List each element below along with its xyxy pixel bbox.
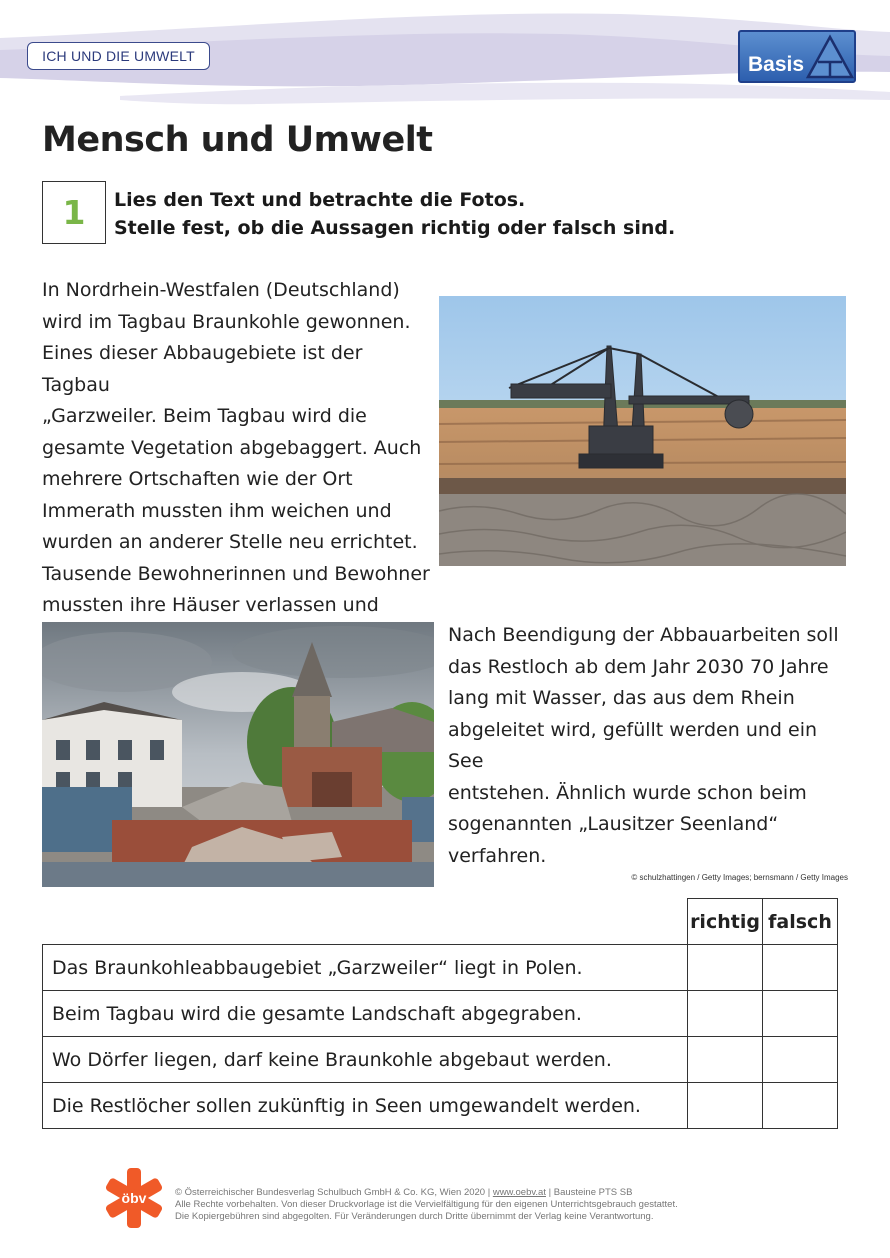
footer-copyright xyxy=(175,1187,678,1223)
text-line: Eines dieser Abbaugebiete ist der Tagbau xyxy=(42,342,363,396)
richtig-answer-cell[interactable] xyxy=(688,991,763,1037)
task-number: 1 xyxy=(62,193,86,232)
falsch-answer-cell[interactable] xyxy=(763,1037,838,1083)
text-line: abgeleitet wird, gefüllt werden und ein See xyxy=(448,718,818,772)
richtig-answer-cell[interactable] xyxy=(688,945,763,991)
column-header-falsch: falsch xyxy=(763,899,838,945)
section-tag: ICH UND DIE UMWELT xyxy=(27,42,210,70)
text-line: Nach Beendigung der Abbauarbeiten soll xyxy=(448,624,839,646)
text-line: Immerath mussten ihm weichen und xyxy=(42,499,392,522)
open-pit-mine-photo xyxy=(439,296,846,566)
text-line: gesamte Vegetation abgebaggert. Auch xyxy=(42,436,422,459)
photo-credit: © schulzhattingen / Getty Images; bernsmann / Getty Images xyxy=(631,873,848,882)
text-line: sogenannten „Lausitzer Seenland“ xyxy=(448,813,779,835)
statement-cell: Wo Dörfer liegen, darf keine Braunkohle abgebaut werden. xyxy=(43,1037,688,1083)
text-line: mussten ihre Häuser verlassen und xyxy=(42,594,379,616)
publisher-website-link[interactable]: www.oebv.at xyxy=(492,1187,546,1198)
text-line: entstehen. Ähnlich wurde schon beim xyxy=(448,781,807,804)
oebv-logo-text: öbv xyxy=(121,1190,147,1206)
basis-level-logo xyxy=(738,30,856,83)
village-photo xyxy=(42,622,434,887)
statement-cell: Die Restlöcher sollen zukünftig in Seen umgewandelt werden. xyxy=(43,1083,688,1129)
table-row xyxy=(43,945,838,991)
richtig-answer-cell[interactable] xyxy=(688,1083,763,1129)
falsch-answer-cell[interactable] xyxy=(763,1083,838,1129)
oebv-publisher-logo xyxy=(105,1168,163,1228)
table-row xyxy=(43,1037,838,1083)
falsch-answer-cell[interactable] xyxy=(763,945,838,991)
statement-cell: Das Braunkohleabbaugebiet „Garzweiler“ liegt in Polen. xyxy=(43,945,688,991)
statement-cell: Beim Tagbau wird die gesamte Landschaft abgegraben. xyxy=(43,991,688,1037)
richtig-answer-cell[interactable] xyxy=(688,1037,763,1083)
reading-text-right xyxy=(448,620,853,872)
footer-line: Die Kopiergebühren sind abgegolten. Für Veränderungen durch Dritte übernimmt der Verlag keine Verantwortung. xyxy=(175,1211,654,1222)
text-line: Tausende Bewohnerinnen und Bewohner xyxy=(42,562,430,585)
column-header-richtig: richtig xyxy=(688,899,763,945)
reading-text-left xyxy=(42,275,432,653)
task-instruction-line: Stelle fest, ob die Aussagen richtig oder falsch sind. xyxy=(114,217,676,239)
header-spacer xyxy=(43,899,688,945)
text-line: verfahren. xyxy=(448,844,547,867)
text-line: In Nordrhein-Westfalen (Deutschland) xyxy=(42,279,400,301)
text-line: „Garzweiler. Beim Tagbau wird die xyxy=(42,405,367,427)
falsch-answer-cell[interactable] xyxy=(763,991,838,1037)
text-line: mehrere Ortschaften wie der Ort xyxy=(42,468,353,490)
table-row xyxy=(43,1083,838,1129)
text-line: wurden an anderer Stelle neu errichtet. xyxy=(42,531,418,553)
task-instruction-line: Lies den Text und betrachte die Fotos. xyxy=(114,189,526,211)
footer-line: © Österreichischer Bundesverlag Schulbuch GmbH & Co. KG, Wien 2020 | www.oebv.at | Bausteine PTS SB xyxy=(175,1187,633,1198)
triangle-icon xyxy=(806,34,854,80)
text-line: lang mit Wasser, das aus dem Rhein xyxy=(448,687,795,709)
footer-line: Alle Rechte vorbehalten. Von dieser Druckvorlage ist die Vervielfältigung für den eigenen Unterrichtsgebrauch gestattet. xyxy=(175,1199,678,1210)
text-line: wird im Tagbau Braunkohle gewonnen. xyxy=(42,310,411,333)
text-line: das Restloch ab dem Jahr 2030 70 Jahre xyxy=(448,655,829,678)
table-header-row xyxy=(43,899,838,945)
table-row xyxy=(43,991,838,1037)
page-title: Mensch und Umwelt xyxy=(42,120,433,160)
true-false-table xyxy=(42,898,838,1129)
task-instruction xyxy=(114,186,675,242)
task-number-box xyxy=(42,181,106,244)
basis-label: Basis xyxy=(748,53,805,76)
